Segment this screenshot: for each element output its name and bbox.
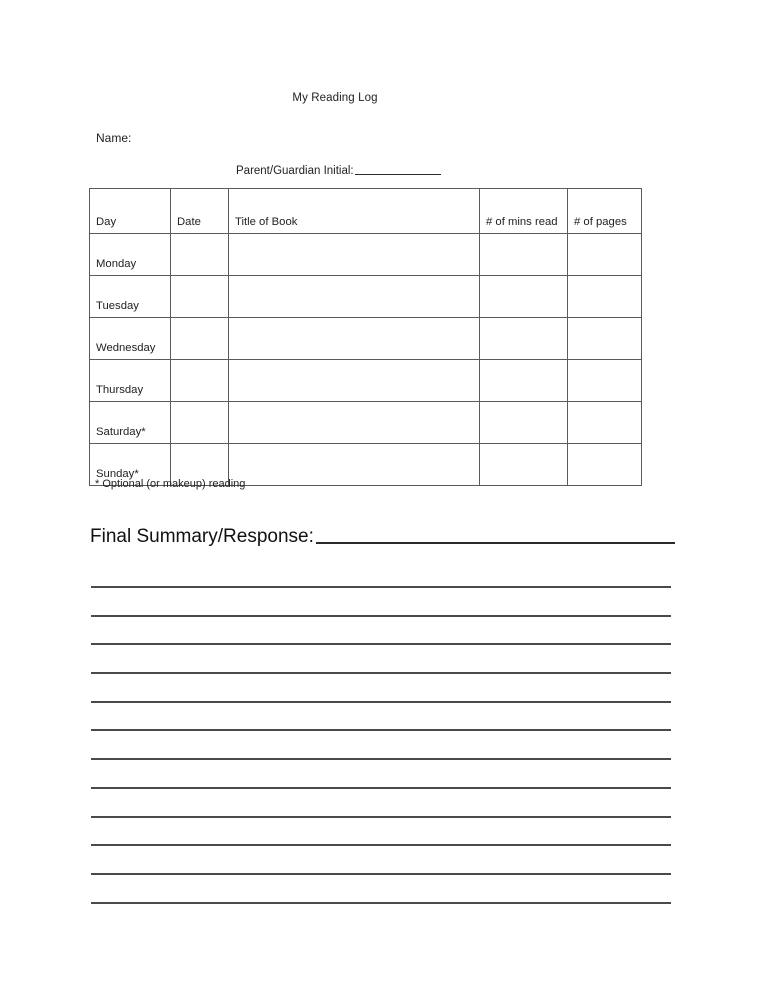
table-row <box>90 360 642 402</box>
final-summary-blank[interactable] <box>316 542 675 544</box>
cell-title[interactable] <box>229 360 480 402</box>
writing-line[interactable] <box>91 873 671 875</box>
cell-date[interactable] <box>171 360 229 402</box>
parent-guardian-initial-blank[interactable] <box>355 174 441 175</box>
cell-date[interactable] <box>171 234 229 276</box>
cell-day: Sunday* <box>90 444 171 486</box>
writing-lines-area <box>91 586 671 904</box>
writing-line[interactable] <box>91 902 671 904</box>
column-header-mins: # of mins read <box>480 189 568 234</box>
cell-date[interactable] <box>171 318 229 360</box>
final-summary-field <box>90 527 675 546</box>
final-summary-label: Final Summary/Response: <box>90 526 314 547</box>
cell-mins[interactable] <box>480 444 568 486</box>
name-label: Name: <box>96 131 132 145</box>
table-row <box>90 276 642 318</box>
cell-pages[interactable] <box>568 318 642 360</box>
writing-line[interactable] <box>91 844 671 846</box>
cell-mins[interactable] <box>480 234 568 276</box>
cell-title[interactable] <box>229 318 480 360</box>
table-row <box>90 318 642 360</box>
table-row <box>90 402 642 444</box>
writing-line[interactable] <box>91 816 671 818</box>
reading-log-table <box>89 188 642 486</box>
cell-pages[interactable] <box>568 276 642 318</box>
cell-mins[interactable] <box>480 318 568 360</box>
cell-day: Thursday <box>90 360 171 402</box>
writing-line[interactable] <box>91 643 671 645</box>
optional-reading-footnote: * Optional (or makeup) reading <box>95 478 246 490</box>
parent-guardian-initial-field <box>236 165 441 177</box>
cell-day: Monday <box>90 234 171 276</box>
cell-pages[interactable] <box>568 402 642 444</box>
cell-day: Tuesday <box>90 276 171 318</box>
cell-title[interactable] <box>229 444 480 486</box>
column-header-pages: # of pages <box>568 189 642 234</box>
cell-pages[interactable] <box>568 444 642 486</box>
writing-line[interactable] <box>91 758 671 760</box>
cell-date[interactable] <box>171 402 229 444</box>
page-title: My Reading Log <box>292 92 378 104</box>
cell-title[interactable] <box>229 402 480 444</box>
writing-line[interactable] <box>91 586 671 588</box>
cell-title[interactable] <box>229 234 480 276</box>
writing-line[interactable] <box>91 615 671 617</box>
table-header-row <box>90 189 642 234</box>
writing-line[interactable] <box>91 787 671 789</box>
column-header-date: Date <box>171 189 229 234</box>
cell-day: Saturday* <box>90 402 171 444</box>
cell-mins[interactable] <box>480 360 568 402</box>
cell-title[interactable] <box>229 276 480 318</box>
parent-guardian-initial-label: Parent/Guardian Initial: <box>236 165 354 177</box>
table-row <box>90 234 642 276</box>
writing-line[interactable] <box>91 701 671 703</box>
cell-pages[interactable] <box>568 234 642 276</box>
cell-mins[interactable] <box>480 402 568 444</box>
column-header-title: Title of Book <box>229 189 480 234</box>
column-header-day: Day <box>90 189 171 234</box>
cell-date[interactable] <box>171 276 229 318</box>
cell-mins[interactable] <box>480 276 568 318</box>
writing-line[interactable] <box>91 672 671 674</box>
cell-pages[interactable] <box>568 360 642 402</box>
cell-day: Wednesday <box>90 318 171 360</box>
writing-line[interactable] <box>91 729 671 731</box>
